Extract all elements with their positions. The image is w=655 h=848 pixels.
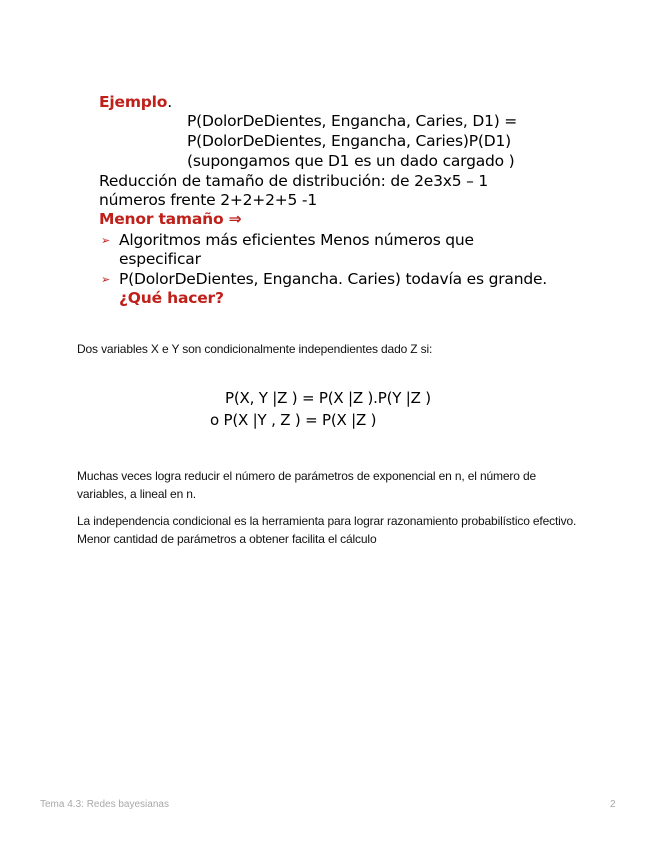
paragraph-1: Muchas veces logra reducir el número de parámetros de exponencial en n, el número de variables, a lineal en n. — [77, 469, 536, 501]
slide-heading-period: . — [167, 93, 172, 111]
page-number: 2 — [610, 799, 616, 810]
slide-line-4: Reducción de tamaño de distribución: de 2e3x5 – 1 — [99, 172, 489, 190]
slide-line-3: (supongamos que D1 es un dado cargado ) — [187, 152, 515, 170]
formula-1: P(X, Y |Z ) = P(X |Z ).P(Y |Z ) — [225, 389, 431, 407]
paragraph-2: La independencia condicional es la herramienta para lograr razonamiento probabilístico efectivo. Menor cantidad de parámetros a obtener facilita el cálculo — [77, 514, 577, 546]
intro-text: Dos variables X e Y son condicionalmente independientes dado Z si: — [77, 342, 433, 356]
slide-que-hacer: ¿Qué hacer? — [119, 289, 224, 307]
slide-heading: Ejemplo — [99, 93, 168, 111]
slide-line-1: P(DolorDeDientes, Engancha, Caries, D1) = — [187, 112, 518, 130]
slide-heading-line — [99, 92, 172, 112]
bullet-arrow-icon: ➢ — [101, 273, 111, 286]
slide-menor-tamano: Menor tamaño ⇒ — [99, 210, 242, 228]
formula-2: o P(X |Y , Z ) = P(X |Z ) — [210, 411, 377, 429]
slide-bullet-1-line-2: especificar — [119, 250, 201, 268]
footer-title: Tema 4.3: Redes bayesianas — [40, 799, 169, 810]
slide-bullet-2: P(DolorDeDientes, Engancha. Caries) todavía es grande. — [119, 270, 548, 288]
slide-bullet-1-line-1: Algoritmos más eficientes Menos números que — [119, 231, 474, 249]
slide-line-5: números frente 2+2+2+5 -1 — [99, 191, 317, 209]
slide-line-2: P(DolorDeDientes, Engancha, Caries)P(D1) — [187, 132, 511, 150]
slide-image — [0, 0, 655, 320]
bullet-arrow-icon: ➢ — [101, 234, 111, 247]
